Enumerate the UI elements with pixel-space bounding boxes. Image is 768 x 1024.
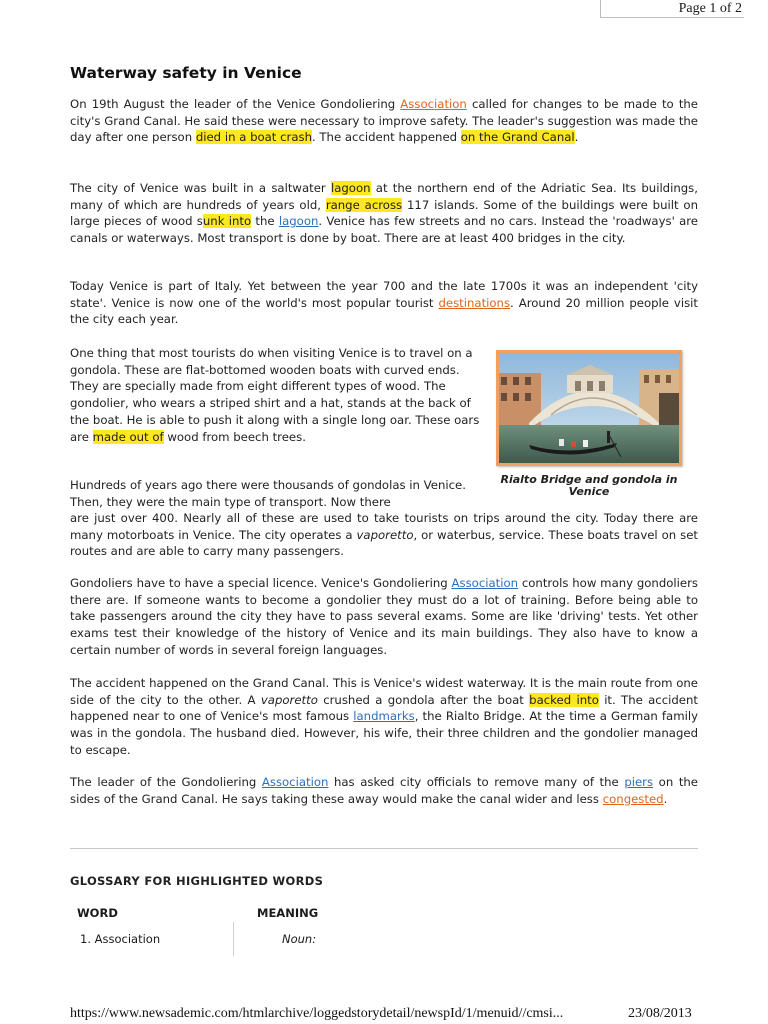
text-run: it. The accident happened near to one of Venice's most famous xyxy=(70,692,698,724)
highlighted-term: on the Grand Canal xyxy=(460,130,575,145)
italic-term: vaporetto xyxy=(260,692,318,707)
glossary-link[interactable]: Association xyxy=(400,97,467,111)
highlighted-term: range across xyxy=(325,197,403,212)
italic-term: vaporetto xyxy=(356,527,414,542)
glossary-title: GLOSSARY FOR HIGHLIGHTED WORDS xyxy=(70,874,324,888)
glossary-meaning-header: MEANING xyxy=(257,906,319,920)
paragraph-2 xyxy=(70,180,698,247)
text-run: . Around 20 million people visit the city each year. xyxy=(70,295,698,327)
text-run: One thing that most tourists do when visiting Venice is to travel on a gondola. These are flat-bottomed wooden boats with curved ends. They are specially made from eight different types of wood. The gondolier, who wears a striped shirt and a hat, stands at the back of the boat. He is able to push it along with a single long oar. These oars are xyxy=(70,346,480,444)
text-run: . xyxy=(574,130,579,145)
article-title: Waterway safety in Venice xyxy=(70,64,302,82)
highlighted-term: unk into xyxy=(202,214,252,229)
text-run: Hundreds of years ago there were thousands of gondolas in Venice. Then, they were the main type of transport. Now there xyxy=(70,478,466,509)
text-run: On 19th August the leader of the Venice Gondoliering xyxy=(70,97,401,111)
glossary-column-divider xyxy=(233,922,234,956)
text-run: The accident happened on the Grand Canal. This is Venice's widest waterway. It is the main route from one side of the city to the other. A xyxy=(70,676,698,707)
paragraph-6 xyxy=(70,575,698,659)
paragraph-3 xyxy=(70,278,698,328)
text-run: . The accident happened xyxy=(311,130,461,145)
paragraph-8 xyxy=(70,774,698,807)
footer-date: 23/08/2013 xyxy=(628,1006,692,1021)
text-run: . Venice has few streets and no cars. Instead the 'roadways' are canals or waterways. Most transport is done by boat. There are at least 400 bridges in the city. xyxy=(70,214,698,246)
text-run: has asked city officials to remove many of the xyxy=(328,775,625,789)
text-run: the xyxy=(251,214,279,229)
section-divider xyxy=(70,848,698,849)
text-run: The city of Venice was built in a saltwater xyxy=(70,181,331,195)
text-run: at the northern end of the Adriatic Sea. Its buildings, many of which are hundreds of years old, xyxy=(70,181,698,212)
paragraph-4 xyxy=(70,345,486,445)
text-run: Gondoliers have to have a special licence. Venice's Gondoliering xyxy=(70,576,452,590)
glossary-link[interactable]: Association xyxy=(451,576,519,590)
text-run: , or waterbus, service. These boats travel on set routes and are able to carry many passengers. xyxy=(70,527,698,559)
glossary-row-word: 1. Association xyxy=(80,932,161,946)
footer-url: https://www.newsademic.com/htmlarchive/loggedstorydetail/newspId/1/menuid//cmsi... xyxy=(70,1006,564,1021)
page-number: Page 1 of 2 xyxy=(600,0,744,18)
paragraph-1 xyxy=(70,96,698,146)
highlighted-term: made out of xyxy=(92,429,164,444)
paragraph-5a xyxy=(70,477,480,510)
highlighted-term: backed into xyxy=(529,692,599,707)
glossary-word-header: WORD xyxy=(77,906,118,920)
paragraph-5b xyxy=(70,510,698,560)
highlighted-term: lagoon xyxy=(330,181,371,195)
text-run: are just over 400. Nearly all of these are used to take tourists on trips around the city. Today there are many motorboats in Venice. The city operates a xyxy=(70,511,698,542)
glossary-link[interactable]: congested xyxy=(602,791,664,806)
paragraph-7 xyxy=(70,675,698,759)
photo-caption: Rialto Bridge and gondola in Venice xyxy=(500,473,678,498)
text-run: wood from beech trees. xyxy=(163,429,306,444)
glossary-link[interactable]: destinations xyxy=(438,295,511,310)
glossary-link[interactable]: landmarks xyxy=(353,709,415,724)
text-run: on the sides of the Grand Canal. He says taking these away would make the canal wider and less xyxy=(70,775,698,806)
text-run: Today Venice is part of Italy. Yet between the year 700 and the late 1700s it was an independent 'city state'. Venice is now one of the world's most popular tourist xyxy=(70,279,698,310)
glossary-link[interactable]: Association xyxy=(261,775,329,789)
text-run: The leader of the Gondoliering xyxy=(70,775,262,789)
glossary-row-meaning: Noun: xyxy=(282,932,317,946)
text-run: crushed a gondola after the boat xyxy=(317,692,530,707)
text-run: 117 islands. Some of the buildings were built on large pieces of wood s xyxy=(70,197,698,229)
text-run: controls how many gondoliers there are. If someone wants to become a gondolier they must do a lot of training. Before being able to take passengers around the city they have to pass several exams. Some are like 'driving' tests. Yet other exams test their knowledge of the history of Venice and its main buildings. They also have to know a certain number of words in several foreign languages. xyxy=(70,576,698,657)
rialto-bridge-photo xyxy=(496,350,682,466)
highlighted-term: died in a boat crash xyxy=(195,130,312,145)
rialto-bridge-illustration xyxy=(499,353,679,463)
glossary-link[interactable]: lagoon xyxy=(278,214,319,229)
text-run: . xyxy=(663,791,668,806)
text-run: , the Rialto Bridge. At the time a German family was in the gondola. The husband died. However, his wife, their three children and the gondolier managed to escape. xyxy=(70,709,698,757)
text-run: called for changes to be made to the city's Grand Canal. He said these were necessary to improve safety. The leader's suggestion was made the day after one person xyxy=(70,97,698,145)
glossary-link[interactable]: piers xyxy=(624,775,654,789)
